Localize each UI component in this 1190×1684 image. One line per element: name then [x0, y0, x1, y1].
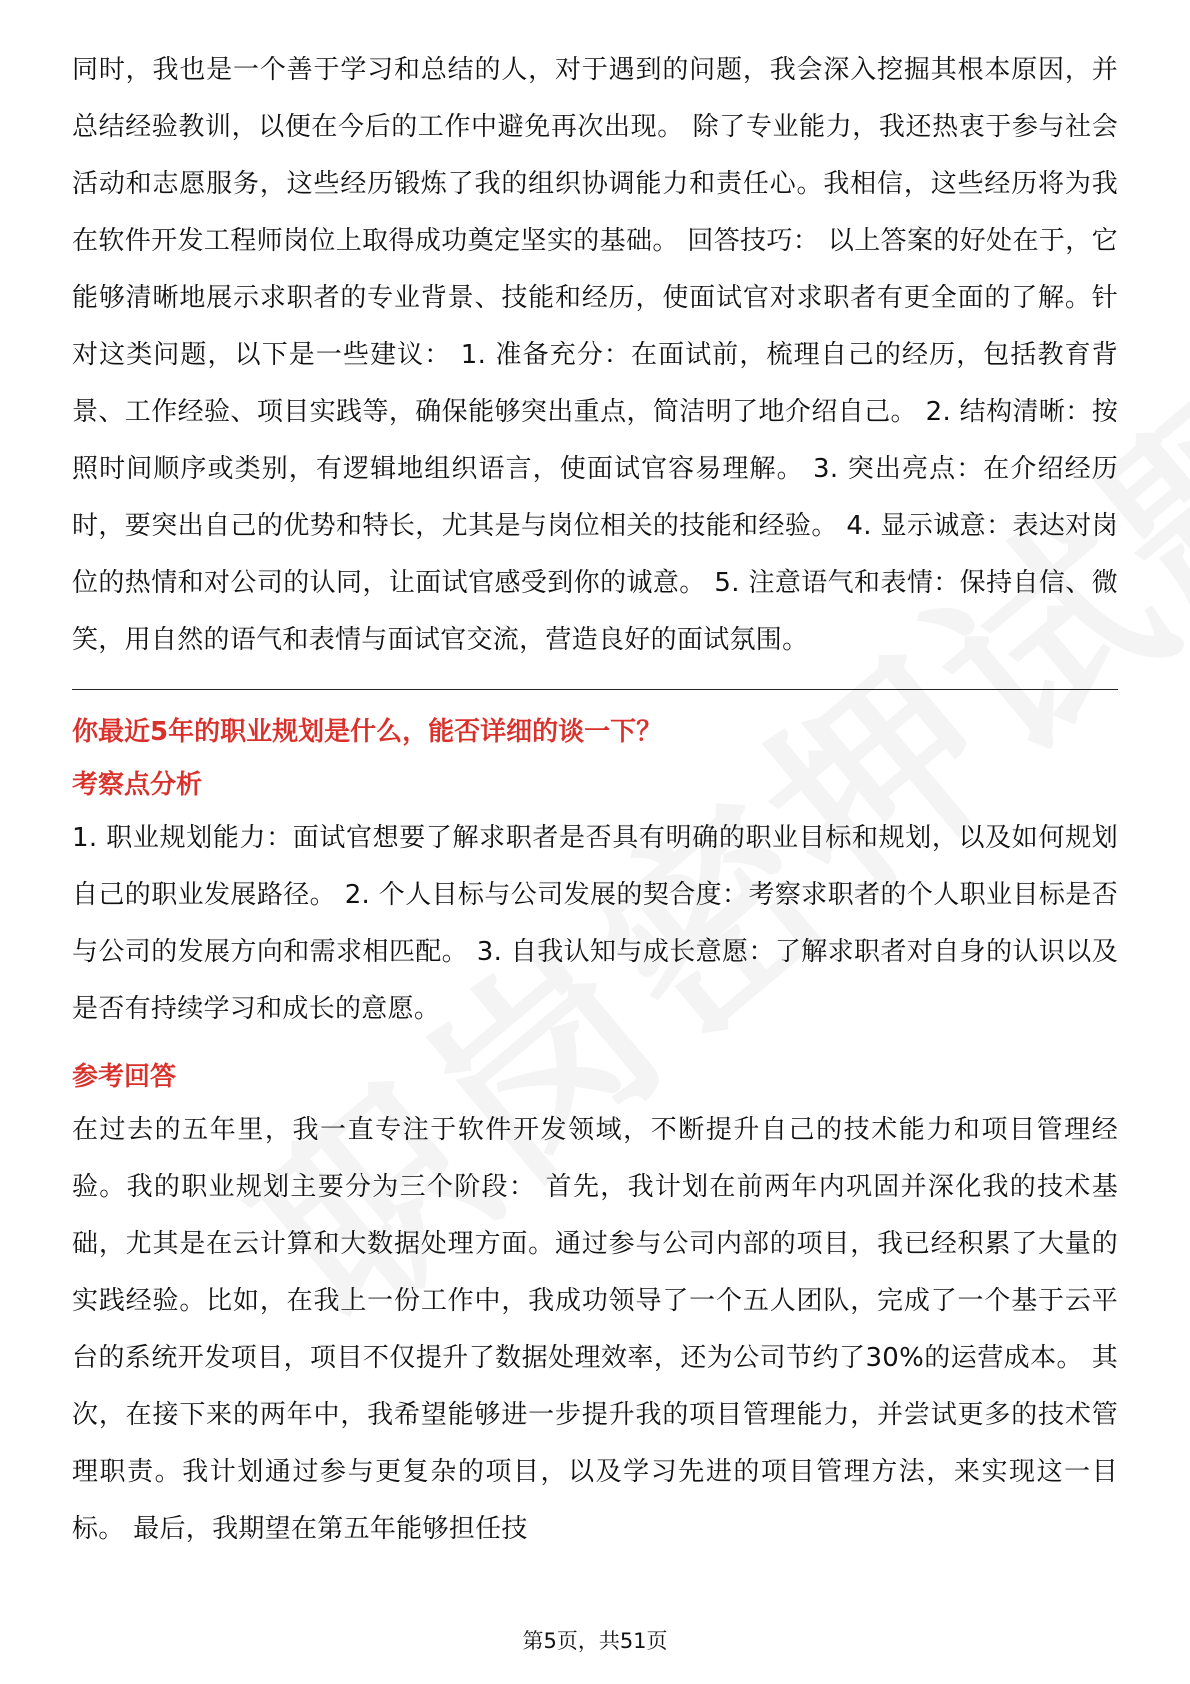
question-title: 你最近5年的职业规划是什么，能否详细的谈一下？: [72, 717, 663, 747]
answer-text: 在过去的五年里，我一直专注于软件开发领域，不断提升自己的技术能力和项目管理经验。我的职业规划主要分为三个阶段： 首先，我计划在前两年内巩固并深化我的技术基础，尤其是在云计算和大数据处理方面。通过参与公司内部的项目，我已经积累了大量的实践经验。比如，在我上一份工作中，我成功领导了一个五人团队，完成了一个基于云平台的系统开发项目，项目不仅提升了数据处理效率，还为公司节约了30%的运营成本。 其次，在接下来的两年中，我希望能够进一步提升我的项目管理能力，并尝试更多的技术管理职责。我计划通过参与更复杂的项目，以及学习先进的项目管理方法，来实现这一目标。 最后，我期望在第五年能够担任技: [72, 1115, 1118, 1544]
analysis-text: 1. 职业规划能力：面试官想要了解求职者是否具有明确的职业目标和规划，以及如何规划自己的职业发展路径。 2. 个人目标与公司发展的契合度：考察求职者的个人职业目标是否与公司的发展方向和需求相匹配。 3. 自我认知与成长意愿：了解求职者对自身的认识以及是否有持续学习和成长的意愿。: [72, 823, 1118, 1024]
document-body: [72, 42, 1118, 1558]
answer-heading: 参考回答: [72, 1062, 177, 1092]
page-footer: 第5页，共51页: [522, 1629, 668, 1653]
intro-paragraph: 同时，我也是一个善于学习和总结的人，对于遇到的问题，我会深入挖掘其根本原因，并总结经验教训，以便在今后的工作中避免再次出现。 除了专业能力，我还热衷于参与社会活动和志愿服务，这些经历锻炼了我的组织协调能力和责任心。我相信，这些经历将为我在软件开发工程师岗位上取得成功奠定坚实的基础。 回答技巧： 以上答案的好处在于，它能够清晰地展示求职者的专业背景、技能和经历，使面试官对求职者有更全面的了解。针对这类问题，以下是一些建议： 1. 准备充分：在面试前，梳理自己的经历，包括教育背景、工作经验、项目实践等，确保能够突出重点，简洁明了地介绍自己。 2. 结构清晰：按照时间顺序或类别，有逻辑地组织语言，使面试官容易理解。 3. 突出亮点：在介绍经历时，要突出自己的优势和特长，尤其是与岗位相关的技能和经验。 4. 显示诚意：表达对岗位的热情和对公司的认同，让面试官感受到你的诚意。 5. 注意语气和表情：保持自信、微笑，用自然的语气和表情与面试官交流，营造良好的面试氛围。: [72, 55, 1118, 655]
analysis-heading: 考察点分析: [72, 770, 203, 800]
section-divider: [72, 689, 1118, 690]
